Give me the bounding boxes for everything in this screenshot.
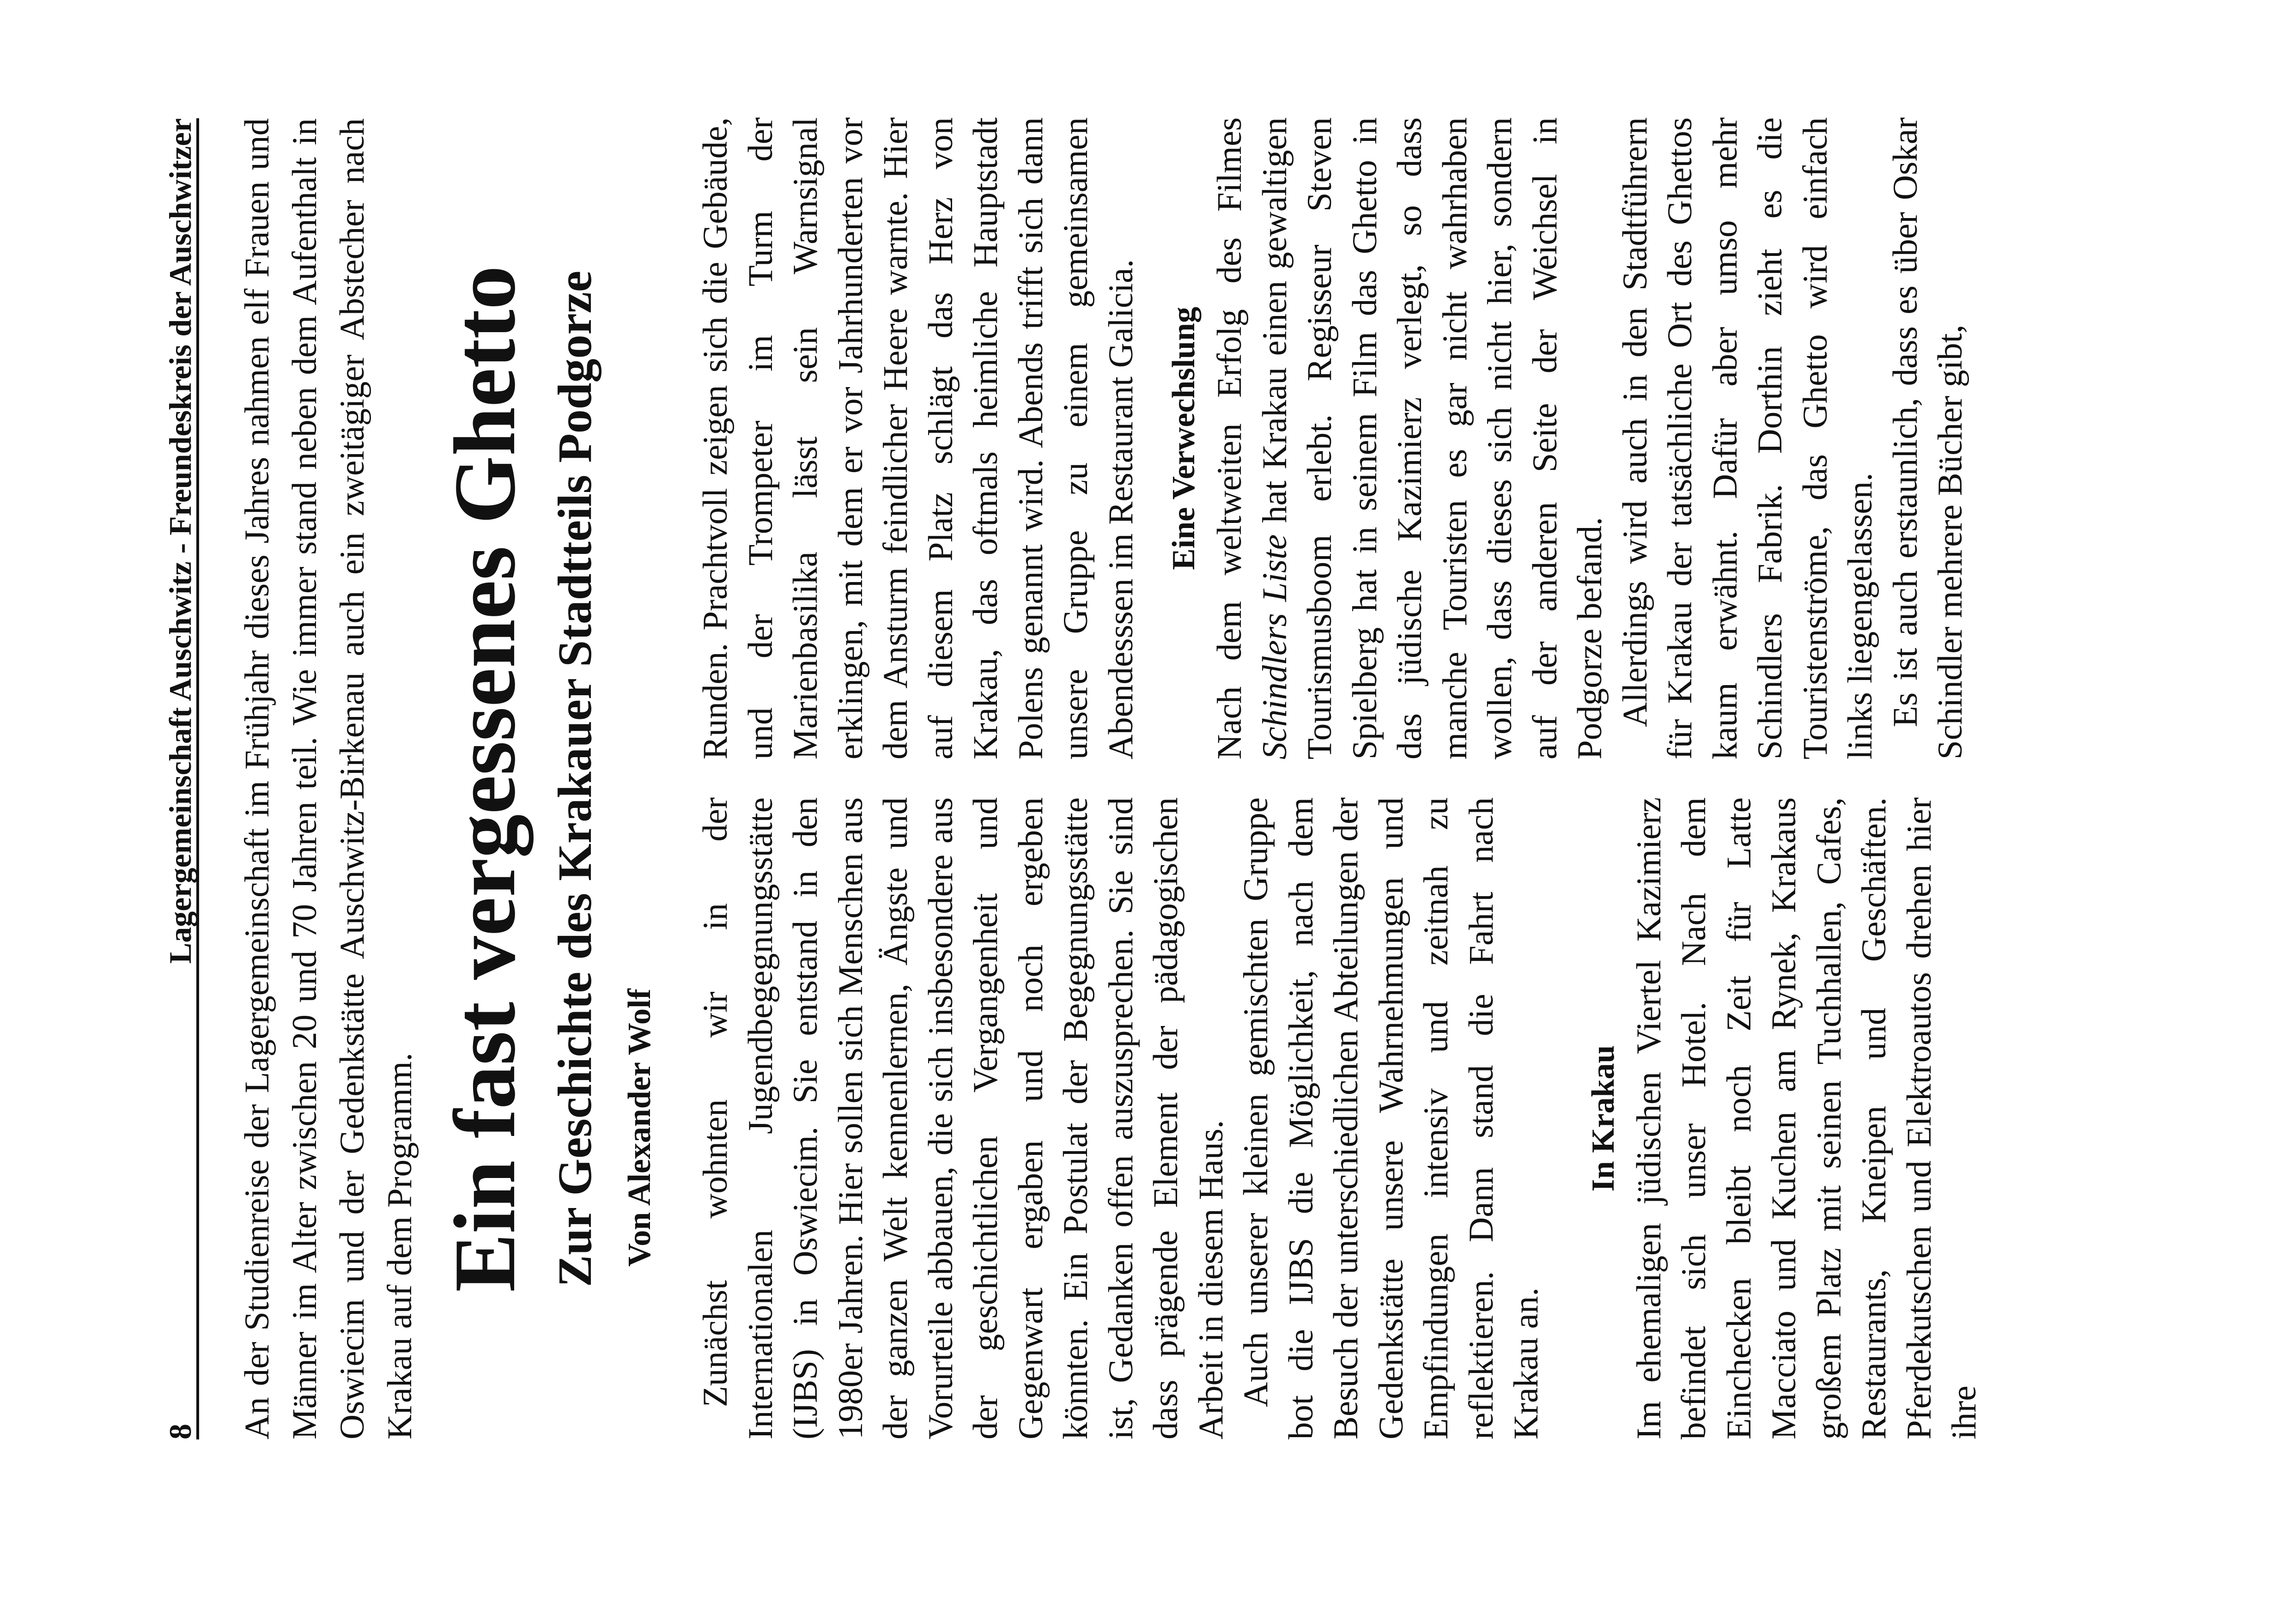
paragraph: Im ehemaligen jüdischen Viertel Kazimierz befindet sich unser Hotel. Nach dem Einchecken bleibt noch Zeit für Latte Macciato und Kuchen am Rynek, Krakaus großem Platz mit seinen Tuchhallen, Cafes, Restaurants, Kneipen und Geschäften. Pferdekutschen und Elektroautos drehen hier ihre	[1629, 797, 1983, 1439]
page-header	[164, 118, 199, 1439]
article-title: Ein fast vergessenes Ghetto	[437, 266, 534, 1292]
paragraph: Runden. Prachtvoll zeigen sich die Gebäude, und der Trompeter im Turm der Marienbasilika lässt sein Warnsignal erklingen, mit dem er vor Jahrhunderten vor dem Ansturm feindlicher Heere warnte. Hier auf diesem Platz schlägt das Herz von Krakau, das oftmals heimliche Hauptstadt Polens genannt wird. Abends trifft sich dann unsere Gruppe zu einem gemeinsamen Abendesssen im Restaurant Galicia.	[696, 117, 1140, 759]
text-run: Nach dem weltweiten Erfolg des Filmes	[1210, 117, 1249, 759]
spacer	[1549, 797, 1580, 1439]
paragraph: Auch unserer kleinen gemischten Gruppe bot die IJBS die Möglichkeit, nach dem Besuch der unterschiedlichen Abteilungen der Gedenkstätte unsere Wahrnehmungen und Empfindungen intensiv und zeitnah zu reflektieren. Dann stand die Fahrt nach Krakau an.	[1237, 797, 1545, 1439]
article-subtitle: Zur Geschichte des Krakauer Stadtteils Podgorze	[548, 270, 601, 1287]
section-heading: In Krakau	[1585, 1045, 1621, 1192]
intro-paragraph: An der Studienreise der Lagergemeinschaft im Frühjahr dieses Jahres nahmen elf Frauen und Männer im Alter zwischen 20 und 70 Jahren teil. Wie immer stand neben dem Aufenthalt in Oswiecim und der Gedenkstätte Auschwitz-Birkenau auch ein zweitägiger Abstecher nach Krakau auf dem Programm.	[238, 118, 419, 1439]
right-column	[693, 117, 1973, 759]
section-heading: Eine Verwechslung	[1166, 307, 1202, 570]
text-run: hat Krakau einen gewaltigen Tourismusboom erlebt. Regisseur Steven Spielberg hat in seinem Film das Ghetto in das jüdische Kazimierz verlegt, so dass manche Touristen es gar nicht wahrhaben wollen, dass dieses sich nicht hier, sondern auf der anderen Seite der Weichsel in Podgorze befand.	[1255, 117, 1609, 759]
running-title: Lagergemeinschaft Auschwitz - Freundeskreis der Auschwitzer	[163, 118, 198, 964]
page-number: 8	[163, 1424, 198, 1439]
paragraph	[1207, 117, 1613, 759]
paragraph: Es ist auch erstaunlich, dass es über Oskar Schindler mehrere Bücher gibt,	[1886, 117, 1969, 759]
paragraph: Zunächst wohnten wir in der Internationalen Jugendbegegnungsstätte (IJBS) in Oswiecim. Sie entstand in den 1980er Jahren. Hier sollen sich Menschen aus der ganzen Welt kennenlernen, Ängste und Vorurteile abbauen, die sich insbesondere aus der geschichtlichen Vergangenheit und Gegenwart ergaben und noch ergeben könnten. Ein Postulat der Begegnungsstätte ist, Gedanken offen auszusprechen. Sie sind dass prägende Element der pädagogischen Arbeit in diesem Haus.	[696, 797, 1230, 1439]
paragraph: Allerdings wird auch in den Stadtführern für Krakau der tatsächliche Ort des Ghettos kaum erwähnt. Dafür aber umso mehr Schindlers Fabrik. Dorthin zieht es die Touristenströme, das Ghetto wird einfach links liegengelassen.	[1616, 117, 1879, 759]
spacer	[1143, 117, 1161, 759]
byline: Von Alexander Wolf	[622, 989, 657, 1267]
film-title: Schindlers Liste	[1255, 534, 1294, 759]
left-column	[693, 797, 1987, 1439]
